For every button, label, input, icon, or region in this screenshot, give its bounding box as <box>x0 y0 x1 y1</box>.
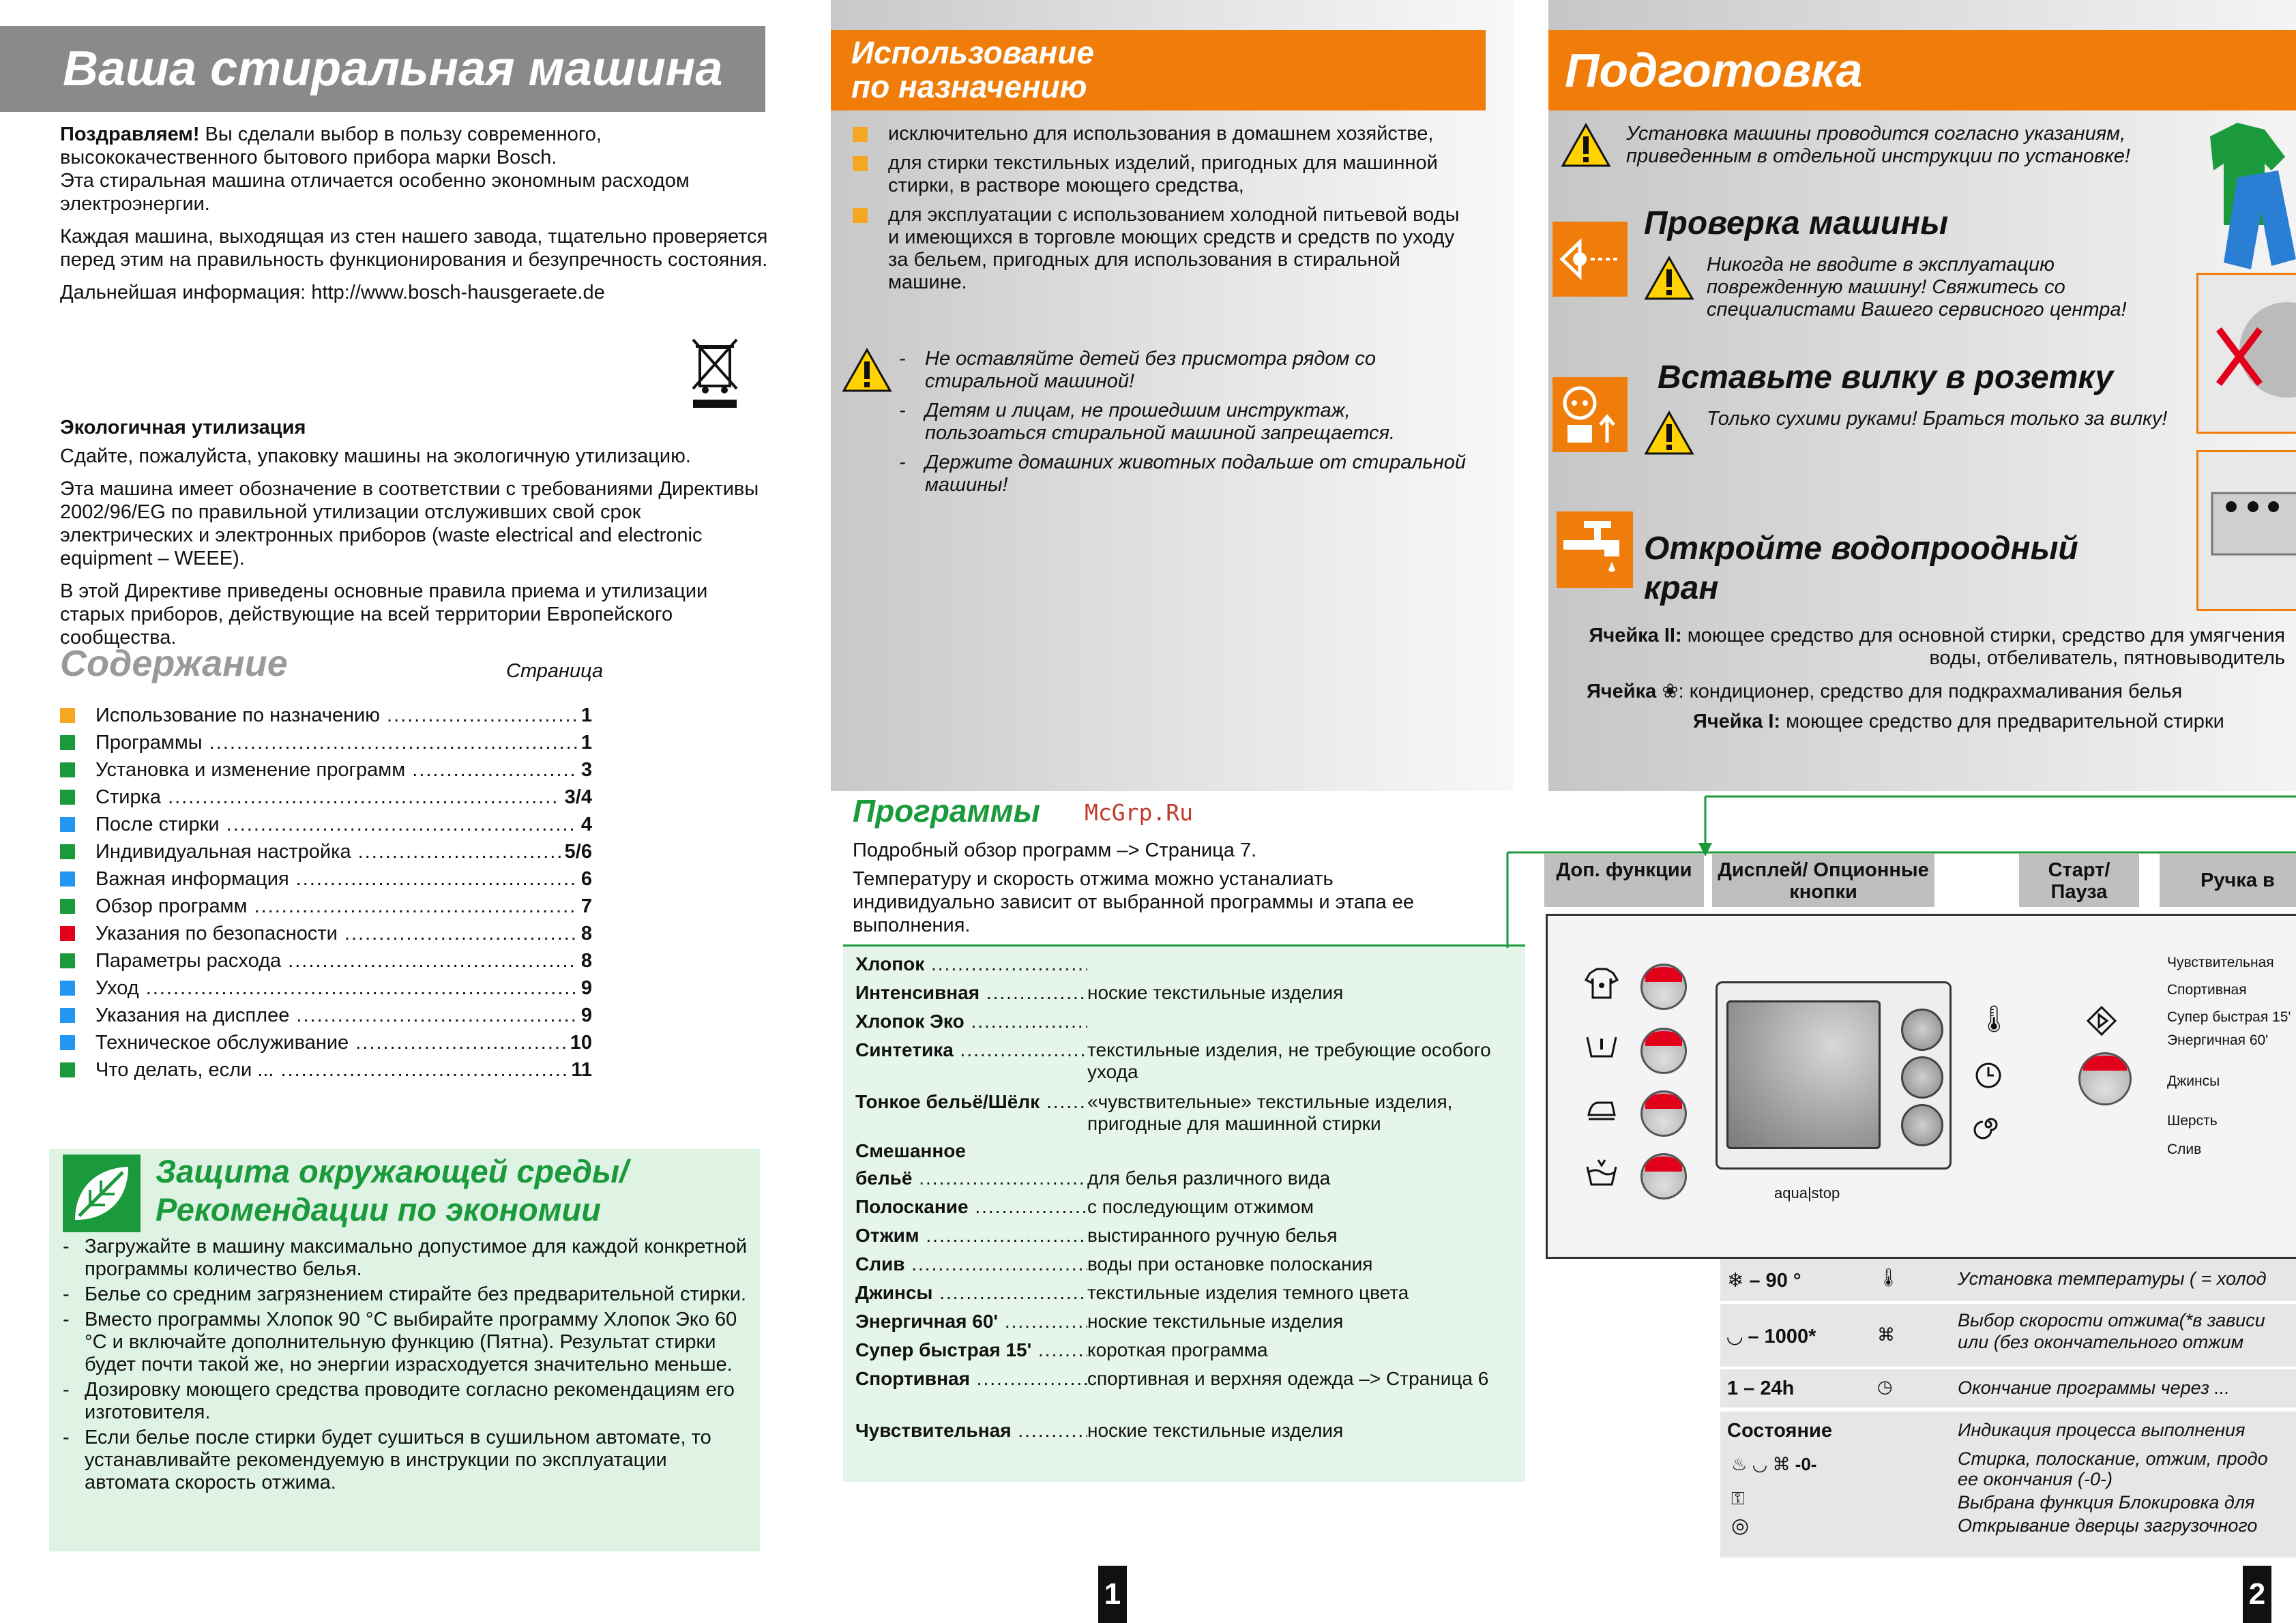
weee-bin-icon <box>689 334 741 409</box>
toc-item-label: После стирки ..... <box>95 812 577 837</box>
toc-item-label: Техническое обслуживание ..... <box>95 1030 566 1056</box>
program-name: Отжим ..... <box>855 1225 1087 1247</box>
program-name: Интенсивная ..... <box>855 982 1087 1004</box>
header-knob: Ручка в <box>2160 854 2296 907</box>
toc-color-marker <box>60 1008 75 1023</box>
program-row <box>855 1253 1510 1275</box>
toc-item-page: 1 <box>580 704 592 726</box>
intro-congrats-text: Вы сделали выбор в пользу современного, высококачественного бытового прибора марки Bosch. <box>60 123 602 168</box>
warning-icon <box>842 348 892 393</box>
program-desc <box>1087 1011 1510 1032</box>
toc-item-page: 5/6 <box>564 841 592 863</box>
header-display: Дисплей/ Опционные кнопки <box>1712 854 1934 907</box>
toc-item-page: 9 <box>580 977 592 999</box>
program-desc: ноские текстильные изделия <box>1087 1311 1344 1332</box>
table-row-temperature: ❄ – 90 ° 🌡 Установка температуры ( = холод <box>1720 1259 2296 1301</box>
watermark-text: McGrp.Ru <box>1085 799 1193 826</box>
extra-function-button-4[interactable] <box>1640 1153 1687 1200</box>
toc-item <box>60 839 592 865</box>
program-name: Хлопок Эко ..... <box>855 1011 1087 1032</box>
flower-icon: ❀ <box>1662 681 1679 702</box>
program-row <box>855 1140 1510 1162</box>
toc-item <box>60 948 592 974</box>
use-item: исключительно для использования в домашнем хозяйстве, <box>853 123 1467 145</box>
easy-iron-icon <box>1585 1095 1619 1122</box>
selector-jeans[interactable]: Джинсы <box>2167 1073 2220 1089</box>
page-number-2: 2 <box>2243 1566 2271 1623</box>
page-left <box>0 0 771 1623</box>
display-button-2[interactable] <box>1901 1056 1943 1099</box>
use-item: для стирки текстильных изделий, пригодных для машинной стирки, в растворе моющего средства, <box>853 152 1467 197</box>
toc-color-marker <box>60 981 75 996</box>
display-button-1[interactable] <box>1901 1009 1943 1051</box>
clothes-illustration <box>2196 116 2296 273</box>
toc-color-marker <box>60 844 75 859</box>
program-desc: ноские текстильные изделия <box>1087 982 1344 1003</box>
program-desc: выстиранного ручную белья <box>1087 1225 1338 1246</box>
aquastop-label: aqua|stop <box>1774 1185 1840 1202</box>
program-row <box>855 1282 1510 1304</box>
toc-item-page: 11 <box>571 1059 592 1081</box>
program-name: Супер быстрая 15' ..... <box>855 1339 1087 1361</box>
program-row <box>855 1368 1510 1390</box>
program-row <box>855 953 1510 975</box>
toc-item-page: 6 <box>580 868 592 890</box>
toc-item-label: Обзор программ ..... <box>95 893 577 919</box>
toc-color-marker <box>60 817 75 832</box>
toc-item-page: 8 <box>580 923 592 944</box>
toc-color-marker <box>60 1035 75 1050</box>
eco-item: - Дозировку моющего средства проводите согласно рекомендациям его изготовителя. <box>60 1379 756 1424</box>
page-title: Ваша стиральная машина <box>0 26 765 112</box>
program-name: Синтетика ..... <box>855 1039 1087 1083</box>
use-title: Использование по назначению <box>831 30 1486 110</box>
selector-wool[interactable]: Шерсть <box>2167 1113 2218 1129</box>
eco-item: - Загружайте в машину максимально допустимое для каждой конкретной программы количество белья. <box>60 1236 756 1281</box>
detergent-drawer-illustration <box>2196 450 2296 611</box>
toc-item-page: 3 <box>580 759 592 781</box>
selector-delicates[interactable]: Чувствительная <box>2167 955 2274 970</box>
page-middle <box>831 0 1513 1623</box>
eco-title: Защита окружающей среды/ Рекомендации по экономии <box>156 1153 629 1227</box>
recycling-p1: Сдайте, пожалуйста, упаковку машины на экологичную утилизацию. <box>60 445 691 467</box>
table-row-status: Состояние Индикация процесса выполнения ♨ ◡ ⌘ -0- Стирка, полоскание, отжим, продо ее окончания (-0-) ⚿ Выбрана функция Блокировка для ◎ Открывание дверцы загрузочного <box>1720 1412 2296 1558</box>
selector-drain[interactable]: Слив <box>2167 1142 2202 1157</box>
program-row <box>855 1339 1510 1361</box>
intro-congrats: Поздравляем! <box>60 123 200 145</box>
header-extra-functions: Доп. функции <box>1544 854 1704 907</box>
toc-item <box>60 812 592 837</box>
intro-economy: Эта стиральная машина отличается особенно экономным расходом электроэнергии. <box>60 170 690 215</box>
extra-function-button-3[interactable] <box>1640 1090 1687 1137</box>
status-icons: ♨ ◡ ⌘ -0- <box>1731 1454 1817 1474</box>
program-name: Полоскание ..... <box>855 1196 1087 1218</box>
recycling-section <box>60 416 769 659</box>
program-name: Энергичная 60' ..... <box>855 1311 1087 1332</box>
toc-item-page: 3/4 <box>564 786 592 808</box>
warning-icon <box>1644 411 1694 456</box>
toc-item-page: 8 <box>580 950 592 972</box>
clock-icon <box>1973 1060 2003 1090</box>
eco-list <box>60 1236 756 1497</box>
program-desc: ноские текстильные изделия <box>1087 1420 1344 1441</box>
chamber-i: Ячейка I: моющее средство для предварительной стирки <box>1693 711 2224 732</box>
toc-page-label: Страница <box>506 660 604 682</box>
toc-item-label: Уход ..... <box>95 975 577 1001</box>
recycling-p3: В этой Директиве приведены основные правила приема и утилизации старых приборов, действующие на всей территории Европейского сообщества. <box>60 580 708 649</box>
toc-item-label: Важная информация ..... <box>95 866 577 892</box>
page-number-1: 1 <box>1098 1566 1127 1623</box>
recycling-p2: Эта машина имеет обозначение в соответствии с требованиями Директивы 2002/96/EG по правильной утилизации отслуживших свой срок электрических и электронных приборов (waste electrical and electronic equipment – WEEE). <box>60 478 759 569</box>
program-desc: для белья различного вида <box>1087 1167 1331 1189</box>
toc-color-marker <box>60 953 75 968</box>
frost-icon: ❄ <box>1727 1270 1744 1292</box>
leaf-icon <box>63 1155 141 1232</box>
toc-item-page: 1 <box>580 732 592 754</box>
program-row <box>855 1225 1510 1247</box>
programs-intro <box>853 839 1467 947</box>
tap-title: Откройте водопроодный кран <box>1644 531 2078 606</box>
toc-item-label: Использование по назначению ..... <box>95 702 577 728</box>
start-pause-button[interactable] <box>2078 1052 2132 1105</box>
plug-socket-icon <box>1552 377 1628 452</box>
program-row <box>855 1039 1510 1083</box>
program-name: Джинсы ..... <box>855 1282 1087 1304</box>
toc-item-label: Параметры расхода ..... <box>95 948 577 974</box>
selector-sports[interactable]: Спортивная <box>2167 982 2247 998</box>
start-pause-icon <box>2085 1004 2118 1037</box>
display-screen <box>1726 1000 1881 1149</box>
program-row <box>855 1311 1510 1332</box>
toc-item-page: 7 <box>580 895 592 917</box>
toc-item-label: Указания на дисплее ..... <box>95 1002 577 1028</box>
program-desc: текстильные изделия темного цвета <box>1087 1282 1409 1303</box>
program-name: Тонкое бельё/Шёлк ..... <box>855 1091 1087 1135</box>
rinse-plus-icon <box>1585 1157 1619 1187</box>
toc-item <box>60 702 592 728</box>
intro-check: Каждая машина, выходящая из стен нашего завода, тщательно проверяется перед этим на правильность функционирования и безупречность состояния. <box>60 226 768 271</box>
toc-item <box>60 784 592 810</box>
warning-text: - Детям и лицам, не прошедшим инструктаж, пользоаться стиральной машиной запрещается. <box>899 400 1472 445</box>
program-name: Чувствительная ..... <box>855 1420 1087 1442</box>
intro-section <box>60 123 769 314</box>
toc-item-label: Указания по безопасности ..... <box>95 921 577 947</box>
selector-power60[interactable]: Энергичная 60' <box>2167 1032 2269 1048</box>
program-name: Спортивная ..... <box>855 1368 1087 1390</box>
table-row-spin: ◡ – 1000* ⌘ Выбор скорости отжима(*в зависи или (без окончательного отжим <box>1720 1304 2296 1367</box>
header-start-pause: Старт/ Пауза <box>2019 854 2139 907</box>
plug-text: Только сухими руками! Браться только за вилку! <box>1707 408 2168 430</box>
toc-item <box>60 893 592 919</box>
toc-color-marker <box>60 872 75 887</box>
program-desc <box>1087 1140 1510 1162</box>
program-desc: текстильные изделия, не требующие особого ухода <box>1087 1039 1491 1082</box>
toc-item <box>60 975 592 1001</box>
spin-icon <box>1973 1110 2003 1140</box>
program-name: Слив ..... <box>855 1253 1087 1275</box>
install-note: Установка машины проводится согласно указаниям, приведенным в отдельной инструкции по установке! <box>1626 123 2130 167</box>
toc-item-label: Программы ..... <box>95 730 577 756</box>
toc-item <box>60 757 592 783</box>
clock-icon: ◷ <box>1877 1376 1893 1397</box>
toc-item-page: 4 <box>580 814 592 835</box>
program-name: Хлопок ..... <box>855 953 1087 975</box>
programs-temp-note: Температуру и скорость отжима можно устаналиать индивидуально зависит от выбранной программы и этапа ее выполнения. <box>853 868 1415 936</box>
use-list <box>853 123 1467 301</box>
toc-item-label: Стирка ..... <box>95 784 561 810</box>
program-name: Смешанное <box>855 1140 966 1161</box>
program-desc <box>1087 953 1510 975</box>
inspect-icon <box>1552 222 1628 297</box>
program-desc: с последующим отжимом <box>1087 1196 1314 1217</box>
key-icon: ⚿ <box>1731 1488 1745 1508</box>
warning-icon <box>1644 256 1694 301</box>
prewash-icon <box>1585 1032 1619 1059</box>
extra-function-button-1[interactable] <box>1640 964 1687 1010</box>
toc-color-marker <box>60 708 75 723</box>
toc-item-page: 9 <box>580 1004 592 1026</box>
chamber-flower: Ячейка ❀: кондиционер, средство для подкрахмаливания белья <box>1587 681 2183 702</box>
thermometer-icon: 🌡 <box>1877 1267 1900 1287</box>
toc-item-label: Что делать, если ... ..... <box>95 1057 567 1083</box>
program-row <box>855 1167 1510 1189</box>
toc-item-page: 10 <box>570 1032 592 1054</box>
program-row <box>855 1091 1510 1135</box>
toc-item <box>60 921 592 947</box>
toc-title: Содержание <box>60 643 288 684</box>
page2-title: Подготовка <box>1548 30 2296 110</box>
chamber-ii: Ячейка II: моющее средство для основной стирки, средство для умягчения воды, отбеливатель, пятновыводитель <box>1589 625 2285 669</box>
programs-title: Программы <box>853 793 1040 829</box>
toc-item <box>60 1057 592 1083</box>
drain-icon: ◡ <box>1727 1326 1743 1347</box>
check-text: Никогда не вводите в эксплуатацию поврежденную машину! Свяжитесь со специалистами Вашего сервисного центра! <box>1707 254 2127 321</box>
plug-title: Вставьте вилку в розетку <box>1658 359 2114 396</box>
program-desc: воды при остановке полоскания <box>1087 1253 1373 1275</box>
control-panel <box>1546 914 2296 1259</box>
program-desc: «чувствительные» текстильные изделия, пригодные для машинной стирки <box>1087 1091 1453 1134</box>
check-title: Проверка машины <box>1644 205 1949 241</box>
program-row <box>855 982 1510 1004</box>
program-row <box>855 1196 1510 1218</box>
thermometer-icon: 🌡 <box>1977 1005 2011 1034</box>
program-name: бельё ..... <box>855 1167 1087 1189</box>
intro-more-info: Дальнейшая информация: http://www.bosch-hausgeraete.de <box>60 282 605 303</box>
water-tap-icon <box>1557 511 1633 588</box>
toc-color-marker <box>60 1062 75 1077</box>
toc-item-label: Установка и изменение программ ..... <box>95 757 577 783</box>
spin-icon: ⌘ <box>1877 1324 1895 1345</box>
shirt-stain-icon <box>1585 968 1619 999</box>
recycling-title: Экологичная утилизация <box>60 417 306 438</box>
toc-item <box>60 1030 592 1056</box>
toc-color-marker <box>60 899 75 914</box>
use-warnings <box>899 348 1472 503</box>
toc-item-label: Индивидуальная настройка ..... <box>95 839 561 865</box>
toc-color-marker <box>60 926 75 941</box>
eco-item: - Вместо программы Хлопок 90 °C выбирайте программу Хлопок Эко 60 °C и включайте дополнительную функцию (Пятна). Результат стирки будет почти такой же, но энергии израсходуется значительно меньше. <box>60 1309 756 1376</box>
door-icon: ◎ <box>1731 1515 1750 1537</box>
program-row <box>855 1011 1510 1032</box>
use-item: для эксплуатации с использованием холодной питьевой воды и имеющихся в торговле моющих средств и средств по уходу за бельем, пригодных для использования в стиральной машине. <box>853 204 1467 294</box>
table-row-end-time: 1 – 24h ◷ Окончание программы через ... <box>1720 1369 2296 1408</box>
selector-super-quick[interactable]: Супер быстрая 15' <box>2167 1009 2291 1025</box>
program-desc: короткая программа <box>1087 1339 1268 1360</box>
eco-item: - Если белье после стирки будет сушиться в сушильном автомате, то устанавливайте рекомендуемую в инструкции по эксплуатации автомата скорость отжима. <box>60 1427 756 1494</box>
damaged-machine-illustration <box>2196 273 2296 434</box>
eco-item: - Белье со средним загрязнением стирайте без предварительной стирки. <box>60 1283 756 1306</box>
programs-table <box>843 944 1525 1482</box>
program-row <box>855 1420 1510 1442</box>
warning-text: - Не оставляйте детей без присмотра рядом со стиральной машиной! <box>899 348 1472 393</box>
warning-icon <box>1561 123 1611 168</box>
toc-item <box>60 866 592 892</box>
toc-item <box>60 1002 592 1028</box>
toc-color-marker <box>60 790 75 805</box>
toc-color-marker <box>60 762 75 777</box>
toc-color-marker <box>60 735 75 750</box>
programs-overview: Подробный обзор программ –> Страница 7. <box>853 839 1257 861</box>
program-desc: спортивная и верхняя одежда –> Страница 6 <box>1087 1368 1489 1389</box>
extra-function-button-2[interactable] <box>1640 1028 1687 1074</box>
warning-text: - Держите домашних животных подальше от стиральной машины! <box>899 451 1472 496</box>
display-button-3[interactable] <box>1901 1104 1943 1146</box>
toc-item <box>60 730 592 756</box>
